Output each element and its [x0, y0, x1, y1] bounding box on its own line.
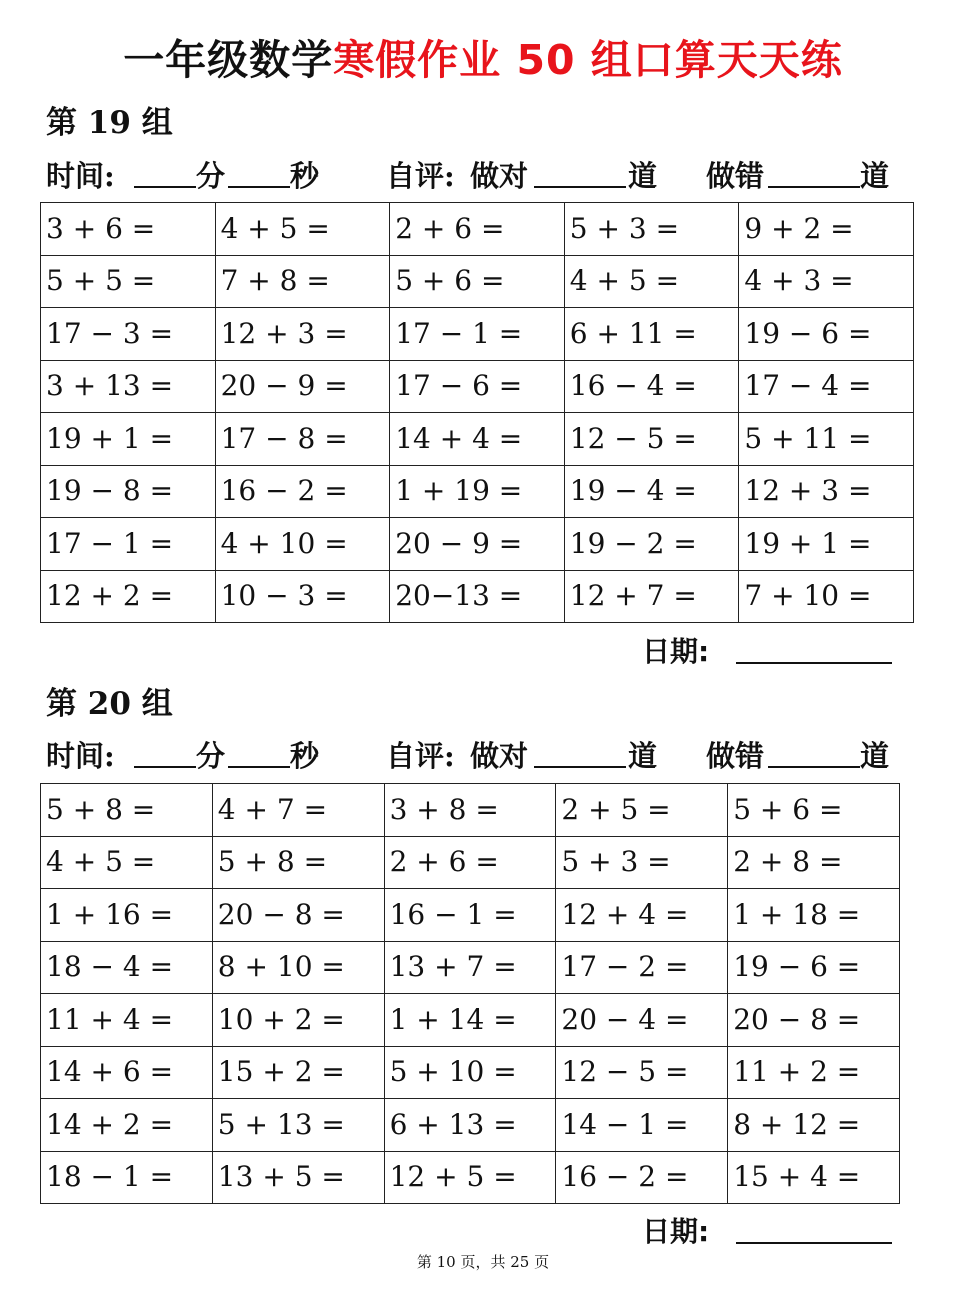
- problem-cell: 3 + 6 =: [41, 203, 216, 256]
- problem-cell: 12 + 7 =: [564, 570, 739, 623]
- problem-cell: 20 − 8 =: [212, 889, 384, 942]
- group-19-problem-table: [40, 202, 914, 623]
- table-row: [41, 784, 900, 837]
- problem-cell: 4 + 5 =: [564, 255, 739, 308]
- wrong-label: 做错: [706, 159, 765, 193]
- table-row: [41, 1151, 900, 1204]
- problem-cell: 6 + 13 =: [384, 1099, 556, 1152]
- wrong-blank[interactable]: [768, 156, 860, 198]
- problem-cell: 19 − 6 =: [739, 308, 914, 361]
- correct-dao-label: 道: [628, 739, 658, 773]
- table-row: [41, 518, 914, 571]
- problem-cell: 17 − 3 =: [41, 308, 216, 361]
- group-20-problem-table: [40, 783, 900, 1204]
- title-red-part: 寒假作业 50 组口算天天练: [333, 36, 843, 84]
- date-label: 日期:: [642, 635, 710, 668]
- problem-cell: 16 − 1 =: [384, 889, 556, 942]
- problem-cell: 4 + 5 =: [215, 203, 390, 256]
- problem-cell: 19 + 1 =: [739, 518, 914, 571]
- problem-cell: 5 + 6 =: [390, 255, 565, 308]
- problem-cell: 8 + 10 =: [212, 941, 384, 994]
- table-row: [41, 1046, 900, 1099]
- problem-cell: 18 − 1 =: [41, 1151, 213, 1204]
- problem-cell: 14 + 6 =: [41, 1046, 213, 1099]
- problem-cell: 1 + 19 =: [390, 465, 565, 518]
- second-blank[interactable]: [228, 736, 290, 778]
- problem-cell: 4 + 10 =: [215, 518, 390, 571]
- problem-cell: 19 + 1 =: [41, 413, 216, 466]
- minute-blank[interactable]: [134, 156, 196, 198]
- self-eval-label: 自评:: [386, 739, 455, 773]
- group-20-title: 第 20 组: [46, 686, 173, 722]
- problem-cell: 1 + 18 =: [728, 889, 900, 942]
- table-row: [41, 941, 900, 994]
- self-eval-label: 自评:: [386, 159, 455, 193]
- page-footer: 第 10 页，共 25 页: [416, 1253, 550, 1271]
- problem-cell: 10 − 3 =: [215, 570, 390, 623]
- problem-cell: 5 + 5 =: [41, 255, 216, 308]
- problem-cell: 15 + 2 =: [212, 1046, 384, 1099]
- problem-cell: 3 + 13 =: [41, 360, 216, 413]
- group-19-date-row: [642, 632, 709, 672]
- problem-cell: 12 + 5 =: [384, 1151, 556, 1204]
- time-label: 时间:: [46, 739, 115, 773]
- date-label: 日期:: [642, 1215, 710, 1248]
- problem-cell: 16 − 4 =: [564, 360, 739, 413]
- problem-cell: 20 − 8 =: [728, 994, 900, 1047]
- problem-cell: 15 + 4 =: [728, 1151, 900, 1204]
- table-row: [41, 570, 914, 623]
- problem-cell: 1 + 16 =: [41, 889, 213, 942]
- problem-cell: 20−13 =: [390, 570, 565, 623]
- problem-cell: 12 + 2 =: [41, 570, 216, 623]
- wrong-blank[interactable]: [768, 736, 860, 778]
- table-row: [41, 413, 914, 466]
- second-label: 秒: [290, 159, 320, 193]
- page-title: [0, 32, 966, 88]
- time-label: 时间:: [46, 159, 115, 193]
- problem-cell: 12 + 3 =: [215, 308, 390, 361]
- problem-cell: 17 − 8 =: [215, 413, 390, 466]
- problem-cell: 19 − 6 =: [728, 941, 900, 994]
- problem-cell: 2 + 6 =: [384, 836, 556, 889]
- problem-cell: 12 + 4 =: [556, 889, 728, 942]
- table-row: [41, 360, 914, 413]
- problem-cell: 2 + 5 =: [556, 784, 728, 837]
- group-20-date-row: [642, 1212, 709, 1252]
- group-19-info-row: [46, 156, 906, 196]
- problem-cell: 8 + 12 =: [728, 1099, 900, 1152]
- problem-cell: 2 + 6 =: [390, 203, 565, 256]
- problem-cell: 5 + 6 =: [728, 784, 900, 837]
- correct-dao-label: 道: [628, 159, 658, 193]
- problem-cell: 7 + 8 =: [215, 255, 390, 308]
- problem-cell: 19 − 4 =: [564, 465, 739, 518]
- problem-cell: 14 − 1 =: [556, 1099, 728, 1152]
- problem-cell: 14 + 2 =: [41, 1099, 213, 1152]
- second-label: 秒: [290, 739, 320, 773]
- table-row: [41, 1099, 900, 1152]
- table-row: [41, 203, 914, 256]
- table-row: [41, 994, 900, 1047]
- problem-cell: 11 + 4 =: [41, 994, 213, 1047]
- problem-cell: 17 − 1 =: [41, 518, 216, 571]
- problem-cell: 4 + 5 =: [41, 836, 213, 889]
- problem-cell: 5 + 3 =: [564, 203, 739, 256]
- problem-cell: 13 + 7 =: [384, 941, 556, 994]
- table-row: [41, 836, 900, 889]
- problem-cell: 12 + 3 =: [739, 465, 914, 518]
- table-row: [41, 889, 900, 942]
- date-blank[interactable]: [736, 1242, 892, 1244]
- correct-label: 做对: [470, 159, 529, 193]
- problem-cell: 5 + 8 =: [212, 836, 384, 889]
- problem-cell: 16 − 2 =: [215, 465, 390, 518]
- correct-label: 做对: [470, 739, 529, 773]
- problem-cell: 2 + 8 =: [728, 836, 900, 889]
- problem-cell: 17 − 2 =: [556, 941, 728, 994]
- problem-cell: 12 − 5 =: [564, 413, 739, 466]
- problem-cell: 10 + 2 =: [212, 994, 384, 1047]
- problem-cell: 18 − 4 =: [41, 941, 213, 994]
- problem-cell: 11 + 2 =: [728, 1046, 900, 1099]
- second-blank[interactable]: [228, 156, 290, 198]
- problem-cell: 5 + 11 =: [739, 413, 914, 466]
- problem-cell: 5 + 13 =: [212, 1099, 384, 1152]
- problem-cell: 16 − 2 =: [556, 1151, 728, 1204]
- title-black-part: 一年级数学: [123, 36, 334, 84]
- problem-cell: 6 + 11 =: [564, 308, 739, 361]
- table-row: [41, 255, 914, 308]
- wrong-dao-label: 道: [860, 739, 890, 773]
- problem-cell: 5 + 10 =: [384, 1046, 556, 1099]
- group-20-info-row: [46, 736, 906, 776]
- date-blank[interactable]: [736, 662, 892, 664]
- minute-label: 分: [196, 739, 226, 773]
- correct-blank[interactable]: [534, 736, 626, 778]
- problem-cell: 20 − 9 =: [215, 360, 390, 413]
- problem-cell: 17 − 4 =: [739, 360, 914, 413]
- problem-cell: 19 − 2 =: [564, 518, 739, 571]
- problem-cell: 12 − 5 =: [556, 1046, 728, 1099]
- problem-cell: 1 + 14 =: [384, 994, 556, 1047]
- table-row: [41, 465, 914, 518]
- problem-cell: 20 − 4 =: [556, 994, 728, 1047]
- problem-cell: 17 − 6 =: [390, 360, 565, 413]
- correct-blank[interactable]: [534, 156, 626, 198]
- wrong-label: 做错: [706, 739, 765, 773]
- problem-cell: 4 + 7 =: [212, 784, 384, 837]
- problem-cell: 7 + 10 =: [739, 570, 914, 623]
- minute-label: 分: [196, 159, 226, 193]
- problem-cell: 5 + 3 =: [556, 836, 728, 889]
- problem-cell: 17 − 1 =: [390, 308, 565, 361]
- problem-cell: 20 − 9 =: [390, 518, 565, 571]
- minute-blank[interactable]: [134, 736, 196, 778]
- problem-cell: 9 + 2 =: [739, 203, 914, 256]
- group-19-title: 第 19 组: [46, 105, 173, 141]
- problem-cell: 3 + 8 =: [384, 784, 556, 837]
- table-row: [41, 308, 914, 361]
- problem-cell: 14 + 4 =: [390, 413, 565, 466]
- problem-cell: 13 + 5 =: [212, 1151, 384, 1204]
- problem-cell: 19 − 8 =: [41, 465, 216, 518]
- problem-cell: 4 + 3 =: [739, 255, 914, 308]
- problem-cell: 5 + 8 =: [41, 784, 213, 837]
- wrong-dao-label: 道: [860, 159, 890, 193]
